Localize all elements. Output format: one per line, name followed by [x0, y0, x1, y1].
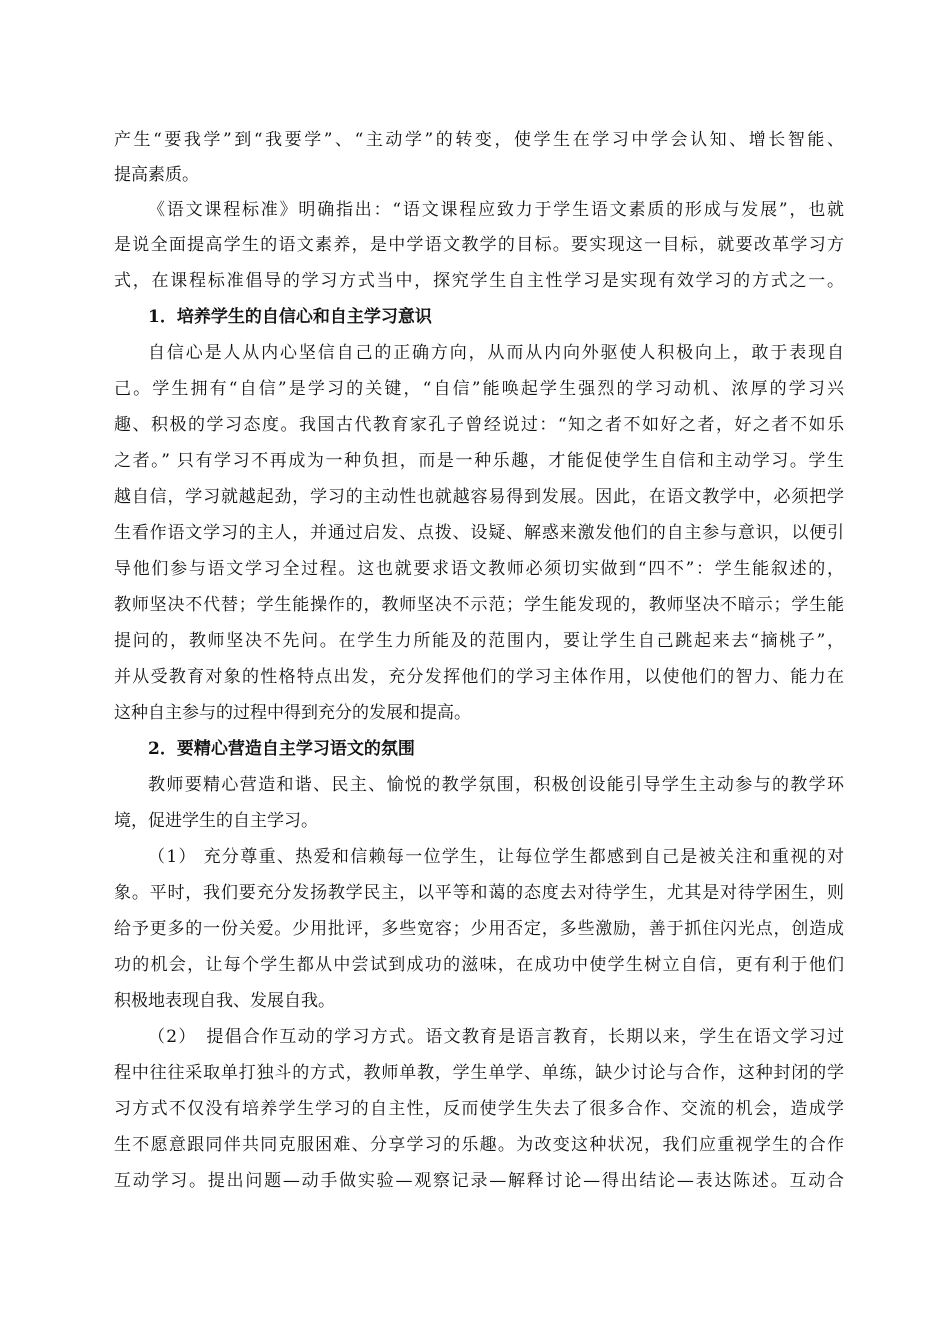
paragraph-line: 这种自主参与的过程中得到充分的发展和提高。: [114, 703, 471, 723]
section-heading-1: 1．培养学生的自信心和自主学习意识: [148, 307, 432, 327]
paragraph-line: 教师坚决不代替；学生能操作的，教师坚决不示范；学生能发现的，教师坚决不暗示；学生能: [114, 595, 844, 615]
paragraph-line: 象。平时，我们要充分发扬教学民主，以平等和蔼的态度去对待学生，尤其是对待学困生，则: [114, 883, 844, 903]
paragraph-line: 自信心是人从内心坚信自己的正确方向，从而从内向外驱使人积极向上，敢于表现自: [148, 343, 844, 363]
paragraph-line: 导他们参与语文学习全过程。这也就要求语文教师必须切实做到“四不”：学生能叙述的，: [114, 559, 844, 579]
paragraph-line: 教师要精心营造和谐、民主、愉悦的教学氛围，积极创设能引导学生主动参与的教学环: [148, 775, 844, 795]
paragraph-line: 给予更多的一份关爱。少用批评，多些宽容；少用否定，多些激励，善于抓住闪光点，创造成: [114, 919, 844, 939]
paragraph-line: 趣、积极的学习态度。我国古代教育家孔子曾经说过：“知之者不如好之者，好之者不如乐: [114, 415, 844, 435]
paragraph-line: 越自信，学习就越起劲，学习的主动性也就越容易得到发展。因此，在语文教学中，必须把学: [114, 487, 844, 507]
paragraph-line: 积极地表现自我、发展自我。: [114, 991, 335, 1011]
paragraph-line: （2） 提倡合作互动的学习方式。语文教育是语言教育，长期以来，学生在语文学习过: [148, 1027, 844, 1047]
paragraph-line: 生看作语文学习的主人，并通过启发、点拨、设疑、解惑来激发他们的自主参与意识，以便引: [114, 523, 844, 543]
paragraph-line: 产生“要我学”到“我要学”、“主动学”的转变，使学生在学习中学会认知、增长智能、: [114, 130, 844, 150]
paragraph-line: 境，促进学生的自主学习。: [114, 811, 318, 831]
paragraph-line: 习方式不仅没有培养学生学习的自主性，反而使学生失去了很多合作、交流的机会，造成学: [114, 1099, 844, 1119]
paragraph-line: 己。学生拥有“自信”是学习的关键，“自信”能唤起学生强烈的学习动机、浓厚的学习兴: [114, 379, 844, 399]
paragraph-line: 提高素质。: [114, 165, 199, 185]
paragraph-line: 程中往往采取单打独斗的方式，教师单教，学生单学、单练，缺少讨论与合作，这种封闭的学: [114, 1063, 844, 1083]
section-heading-2: 2．要精心营造自主学习语文的氛围: [148, 739, 415, 759]
paragraph-line: 功的机会，让每个学生都从中尝试到成功的滋味，在成功中使学生树立自信，更有利于他们: [114, 955, 844, 975]
paragraph-line: （1） 充分尊重、热爱和信赖每一位学生，让每位学生都感到自己是被关注和重视的对: [148, 847, 844, 867]
paragraph-line: 《语文课程标准》明确指出：“语文课程应致力于学生语文素质的形成与发展”，也就: [148, 200, 844, 220]
paragraph-line: 提问的，教师坚决不先问。在学生力所能及的范围内，要让学生自己跳起来去“摘桃子”，: [114, 631, 844, 651]
paragraph-line: 并从受教育对象的性格特点出发，充分发挥他们的学习主体作用，以使他们的智力、能力在: [114, 667, 844, 687]
paragraph-line: 互动学习。提出问题—动手做实验—观察记录—解释讨论—得出结论—表达陈述。互动合: [114, 1171, 844, 1191]
paragraph-line: 是说全面提高学生的语文素养，是中学语文教学的目标。要实现这一目标，就要改革学习方: [114, 235, 844, 255]
paragraph-line: 生不愿意跟同伴共同克服困难、分享学习的乐趣。为改变这种状况，我们应重视学生的合作: [114, 1135, 844, 1155]
paragraph-line: 式，在课程标准倡导的学习方式当中，探究学生自主性学习是实现有效学习的方式之一。: [114, 271, 844, 291]
paragraph-line: 之者。” 只有学习不再成为一种负担，而是一种乐趣，才能促使学生自信和主动学习。学生: [114, 451, 844, 471]
